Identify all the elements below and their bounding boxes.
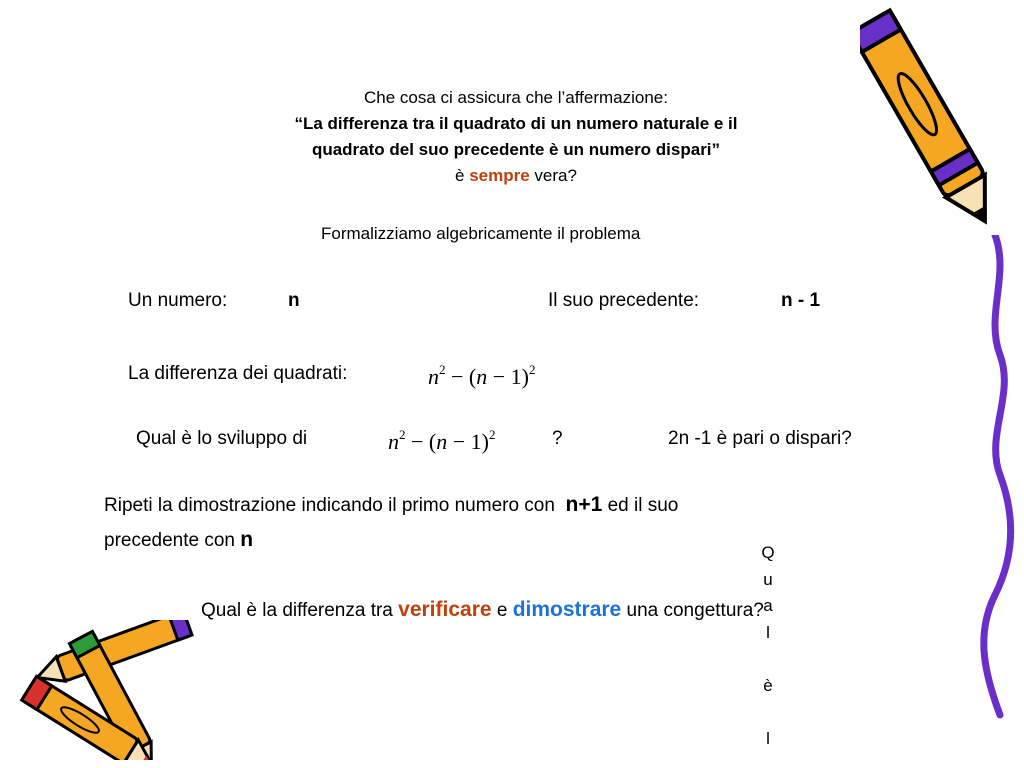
prove-word: dimostrare (512, 598, 622, 621)
n-bold: n (240, 528, 254, 551)
difference-label: La differenza dei quadrati: (128, 363, 348, 384)
development-label: Qual è lo sviluppo di (136, 428, 308, 449)
development-formula: $n^2 - (n - 1)^2$ (388, 427, 496, 454)
vertical-letter: l (766, 622, 770, 642)
previous-value: n - 1 (781, 290, 821, 311)
number-label: Un numero: (128, 290, 228, 311)
difference-formula: $n^2 - (n - 1)^2$ (428, 362, 536, 389)
repeat-line-1: Ripeti la dimostrazione indicando il primo numero con n+1 ed il suo (104, 493, 679, 516)
always-prefix: è (455, 166, 470, 185)
vertical-letter: a (763, 596, 773, 615)
repeat-line-2: precedente con n (104, 528, 254, 551)
vertical-letter: u (763, 569, 773, 589)
development-question-mark: ? (552, 428, 563, 449)
number-value: n (288, 290, 300, 311)
intro-line: Che cosa ci assicura che l’affermazione: (364, 88, 668, 107)
quote-line-2: quadrato del suo precedente è un numero dispari” (311, 140, 721, 159)
always-line (200, 163, 832, 189)
vertical-letter: l (766, 728, 770, 748)
vertical-letters (758, 540, 778, 752)
vertical-letter (758, 646, 778, 673)
always-suffix: vera? (529, 166, 577, 185)
quote-line-1: “La differenza tra il quadrato di un numero naturale e il (294, 114, 738, 133)
crossed-pencils-icon (0, 620, 210, 760)
n-plus-one: n+1 (565, 493, 603, 516)
vertical-letter: Q (761, 543, 775, 562)
vertical-letter: è (763, 675, 773, 695)
formalize-text: Formalizziamo algebricamente il problema (321, 224, 641, 243)
final-question: Qual è la differenza tra verificare e dimostrare una congettura? (201, 598, 764, 621)
always-emphasis: sempre (469, 166, 530, 185)
parity-question: 2n -1 è pari o dispari? (668, 428, 852, 449)
verify-word: verificare (398, 598, 492, 621)
vertical-letter (758, 699, 778, 726)
pencil-icon (860, 0, 1010, 245)
squiggle-line (975, 235, 1020, 720)
previous-label: Il suo precedente: (548, 290, 700, 311)
